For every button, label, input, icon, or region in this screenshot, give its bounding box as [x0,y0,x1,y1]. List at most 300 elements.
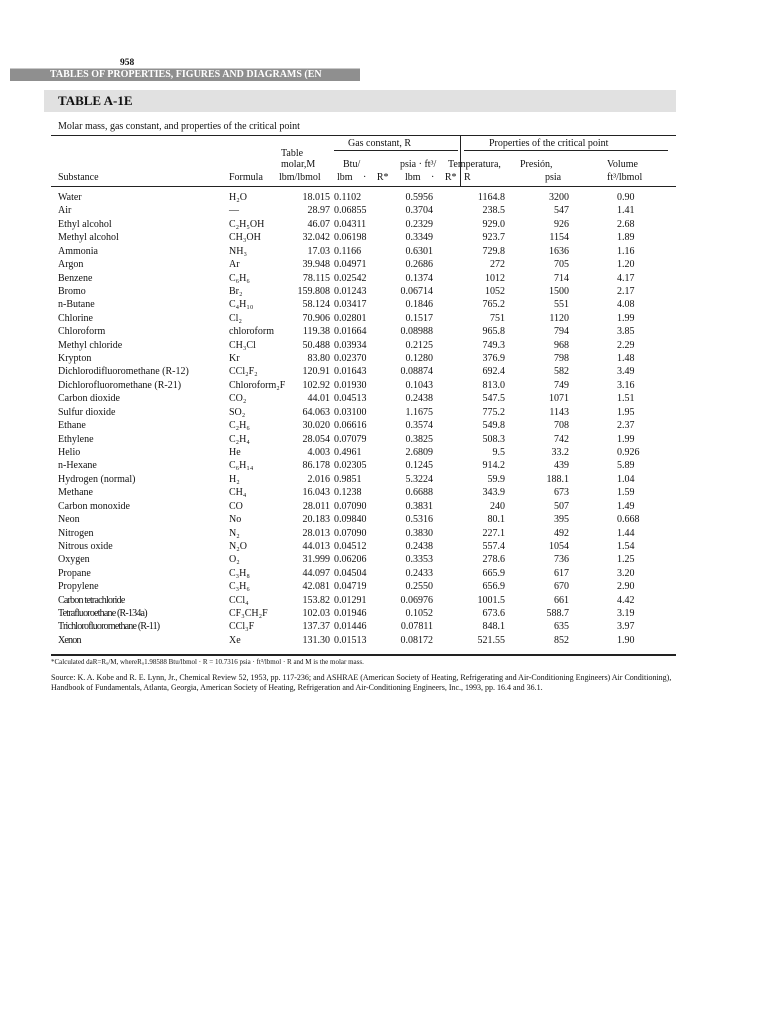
table-row [0,595,768,608]
critical-volume-cell: 0.90 [617,192,635,203]
header-gas-constant: Gas constant, R [348,138,412,149]
molar-mass-cell: 42.081 [302,581,330,593]
table-row [0,541,768,554]
critical-volume-cell: 1.41 [617,205,635,217]
table-row [0,273,768,286]
critical-volume-cell: 3.97 [617,621,635,633]
critical-temperature-cell: 227.1 [482,527,505,539]
molar-mass-cell: 2.016 [307,473,330,485]
critical-temperature-cell: 508.3 [482,433,505,445]
table-row [0,286,768,299]
gas-constant-btu-cell: 0.06198 [334,232,367,244]
critical-pressure-cell: 492 [554,527,569,539]
running-head-bar [10,68,360,81]
substance-cell: Carbon monoxide [58,500,130,512]
critical-pressure-cell: 3200 [549,192,569,203]
substance-cell: n-Butane [58,299,95,311]
gas-constant-psia-cell: 0.2125 [405,339,433,351]
molar-mass-cell: 159.808 [297,285,330,297]
gas-constant-btu-cell: 0.9851 [334,473,362,485]
formula-cell: Ar [229,259,240,271]
critical-temperature-cell: 9.5 [492,446,505,458]
table-row [0,219,768,232]
formula-cell: N₂O [229,540,247,552]
table-row [0,635,768,648]
critical-temperature-cell: 656.9 [482,581,505,593]
table-row [0,501,768,514]
critical-temperature-cell: 343.9 [482,487,505,499]
critical-pressure-cell: 742 [554,433,569,445]
critical-temperature-cell: 923.7 [482,232,505,244]
table-row [0,460,768,473]
molar-mass-cell: 32.042 [302,232,330,244]
header-molar-line1: Table [281,148,304,159]
formula-cell: No [229,514,242,526]
table-top-rule [51,135,676,136]
formula-cell: He [229,446,241,458]
gas-constant-btu-cell: 0.1166 [334,245,362,257]
critical-pressure-cell: 439 [554,460,569,472]
formula-cell: C₆H₆ [229,272,250,284]
molar-mass-cell: 64.063 [302,406,330,418]
formula-cell: CF₃CH₂F [229,608,268,620]
gas-constant-psia-cell: 0.6688 [405,487,433,499]
gas-constant-btu-cell: 0.01513 [334,634,367,646]
formula-cell: NH₃ [229,245,247,257]
critical-volume-cell: 1.04 [617,473,635,485]
critical-pressure-cell: 798 [554,353,569,365]
critical-pressure-cell: 582 [554,366,569,378]
gas-constant-btu-cell: 0.01664 [334,326,367,338]
formula-cell: CCl₄ [229,594,249,606]
gas-constant-psia-cell: 0.1280 [405,353,433,365]
formula-cell: C₃H₆ [229,581,250,593]
gas-constant-btu-cell: 0.01243 [334,285,367,297]
gas-constant-btu-cell: 0.02542 [334,272,367,284]
substance-cell: Methyl alcohol [58,232,119,244]
formula-cell: CH₃Cl [229,339,256,351]
footnote: *Calculated daR=Rᵤ/M, whereRᵤ1.98588 Btu/lbmol · R = 10.7316 psia · ft³/lbmol · R and M is the molar mass. [51,658,364,666]
critical-pressure-cell: 1120 [549,312,569,324]
formula-cell: Cl₂ [229,312,242,324]
critical-temperature-cell: 848.1 [482,621,505,633]
header-substance: Substance [58,172,99,183]
header-vol-line1: Volume [607,159,638,170]
substance-cell: Oxygen [58,554,90,566]
critical-temperature-cell: 692.4 [482,366,505,378]
gas-constant-btu-cell: 0.03100 [334,406,367,418]
formula-cell: CH₃OH [229,232,261,244]
molar-mass-cell: 31.999 [302,554,330,566]
critical-pressure-cell: 507 [554,500,569,512]
critical-temperature-cell: 1052 [485,285,505,297]
critical-temperature-cell: 673.6 [482,608,505,620]
gas-constant-btu-cell: 0.06855 [334,205,367,217]
substance-cell: Benzene [58,272,93,284]
gas-constant-psia-cell: 0.3825 [405,433,433,445]
formula-cell: O₂ [229,554,240,566]
header-temp-line2: R [464,172,471,183]
critical-pressure-cell: 33.2 [551,446,569,458]
gas-constant-psia-cell: 0.3349 [405,232,433,244]
critical-temperature-cell: 929.0 [482,218,505,230]
substance-cell: Hydrogen (normal) [58,473,136,485]
gas-constant-btu-cell: 0.04719 [334,581,367,593]
gas-constant-btu-cell: 0.04311 [334,218,367,230]
gas-constant-psia-cell: 0.5956 [405,192,433,203]
table-row [0,568,768,581]
table-row [0,353,768,366]
gas-constant-btu-cell: 0.02370 [334,353,367,365]
gas-constant-psia-cell: 0.6301 [405,245,433,257]
critical-pressure-cell: 395 [554,514,569,526]
critical-pressure-cell: 670 [554,581,569,593]
critical-temperature-cell: 775.2 [482,406,505,418]
gas-constant-psia-cell: 0.07811 [400,621,433,633]
table-title: TABLE A-1E [58,93,133,108]
critical-volume-cell: 1.16 [617,245,635,257]
gas-constant-psia-cell: 0.2550 [405,581,433,593]
substance-cell: Ethane [58,420,86,432]
gas-constant-rule [334,150,458,151]
header-psia-line2: lbm · R* [405,172,457,183]
header-bottom-rule [51,186,676,187]
critical-temperature-cell: 729.8 [482,245,505,257]
gas-constant-psia-cell: 0.06976 [400,594,433,606]
critical-temperature-cell: 238.5 [482,205,505,217]
critical-temperature-cell: 1164.8 [477,192,505,203]
header-molar-line3: lbm/lbmol [279,172,321,183]
table-row [0,420,768,433]
critical-pressure-cell: 635 [554,621,569,633]
critical-pressure-cell: 1071 [549,393,569,405]
critical-pressure-cell: 852 [554,634,569,646]
table-row [0,259,768,272]
formula-cell: Br₂ [229,285,243,297]
gas-constant-btu-cell: 0.01946 [334,608,367,620]
molar-mass-cell: 70.906 [302,312,330,324]
header-formula: Formula [229,172,263,183]
formula-cell: Xe [229,634,241,646]
substance-cell: Chlorine [58,312,93,324]
formula-cell: chloroform [229,326,274,338]
critical-pressure-cell: 1143 [549,406,569,418]
molar-mass-cell: 18.015 [302,192,330,203]
critical-pressure-cell: 547 [554,205,569,217]
critical-volume-cell: 1.59 [617,487,635,499]
header-psia-line1: psia · ft³/ [400,159,437,170]
substance-cell: Chloroform [58,326,106,338]
gas-constant-btu-cell: 0.04512 [334,540,367,552]
critical-pressure-cell: 926 [554,218,569,230]
formula-cell: C₂H₄ [229,433,250,445]
header-temp-line1: Temperatura, [448,159,501,170]
table-row [0,393,768,406]
gas-constant-psia-cell: 5.3224 [405,473,433,485]
molar-mass-cell: 119.38 [302,326,330,338]
critical-temperature-cell: 914.2 [482,460,505,472]
critical-temperature-cell: 1012 [485,272,505,284]
formula-cell: C₄H₁₀ [229,299,254,311]
molar-mass-cell: 17.03 [307,245,330,257]
table-title-bar [44,90,676,112]
substance-cell: Xenon [58,634,81,646]
substance-cell: Sulfur dioxide [58,406,116,418]
table-row [0,514,768,527]
formula-cell: N₂ [229,527,240,539]
gas-constant-btu-cell: 0.1102 [334,192,362,203]
table-row [0,621,768,634]
critical-pressure-cell: 708 [554,420,569,432]
running-head: TABLES OF PROPERTIES, FIGURES AND DIAGRAMS (EN [50,69,322,80]
critical-temperature-cell: 521.55 [477,634,505,646]
critical-pressure-cell: 1500 [549,285,569,297]
molar-mass-cell: 83.80 [307,353,330,365]
critical-temperature-cell: 278.6 [482,554,505,566]
gas-constant-btu-cell: 0.02305 [334,460,367,472]
critical-volume-cell: 2.68 [617,218,635,230]
molar-mass-cell: 28.97 [307,205,330,217]
table-row [0,366,768,379]
substance-cell: Ethyl alcohol [58,218,112,230]
critical-volume-cell: 1.49 [617,500,635,512]
molar-mass-cell: 20.183 [302,514,330,526]
formula-cell: SO₂ [229,406,246,418]
gas-constant-btu-cell: 0.04504 [334,567,367,579]
substance-cell: Carbon tetrachloride [58,594,125,606]
critical-volume-cell: 1.99 [617,312,635,324]
critical-volume-cell: 3.49 [617,366,635,378]
substance-cell: Methyl chloride [58,339,123,351]
formula-cell: C₂H₅OH [229,218,265,230]
critical-temperature-cell: 1001.5 [477,594,505,606]
table-row [0,487,768,500]
gas-constant-psia-cell: 0.1374 [405,272,433,284]
formula-cell: — [229,205,239,217]
table-row [0,246,768,259]
critical-pressure-cell: 794 [554,326,569,338]
critical-volume-cell: 1.25 [617,554,635,566]
critical-temperature-cell: 549.8 [482,420,505,432]
critical-volume-cell: 5.89 [617,460,635,472]
gas-constant-psia-cell: 0.3831 [405,500,433,512]
critical-volume-cell: 1.99 [617,433,635,445]
critical-volume-cell: 2.90 [617,581,635,593]
gas-constant-btu-cell: 0.06206 [334,554,367,566]
formula-cell: CO₂ [229,393,247,405]
molar-mass-cell: 86.178 [302,460,330,472]
formula-cell: H₂ [229,473,240,485]
molar-mass-cell: 28.011 [302,500,330,512]
gas-constant-psia-cell: 0.2686 [405,259,433,271]
formula-cell: C₃H₈ [229,567,250,579]
gas-constant-psia-cell: 0.5316 [405,514,433,526]
critical-volume-cell: 1.48 [617,353,635,365]
molar-mass-cell: 44.01 [307,393,330,405]
critical-volume-cell: 1.95 [617,406,635,418]
substance-cell: Krypton [58,353,92,365]
table-row [0,313,768,326]
gas-constant-btu-cell: 0.09840 [334,514,367,526]
gas-constant-btu-cell: 0.03934 [334,339,367,351]
critical-temperature-cell: 765.2 [482,299,505,311]
critical-volume-cell: 0.668 [617,514,640,526]
critical-pressure-cell: 188.1 [546,473,569,485]
table-row [0,380,768,393]
critical-pressure-cell: 588.7 [546,608,569,620]
critical-temperature-cell: 557.4 [482,540,505,552]
table-row [0,581,768,594]
header-btu-line2: lbm · R* [337,172,389,183]
formula-cell: Chloroform₂F [229,379,286,391]
critical-volume-cell: 3.85 [617,326,635,338]
molar-mass-cell: 102.92 [302,379,330,391]
molar-mass-cell: 28.013 [302,527,330,539]
gas-constant-psia-cell: 0.3830 [405,527,433,539]
table-row [0,232,768,245]
table-row [0,528,768,541]
critical-pressure-cell: 714 [554,272,569,284]
formula-cell: CCl₃F [229,621,255,633]
gas-constant-psia-cell: 0.1043 [405,379,433,391]
header-pres-line2: psia [545,172,562,183]
critical-temperature-cell: 665.9 [482,567,505,579]
molar-mass-cell: 44.097 [302,567,330,579]
molar-mass-cell: 78.115 [302,272,330,284]
table-row [0,447,768,460]
gas-constant-btu-cell: 0.01930 [334,379,367,391]
molar-mass-cell: 153.82 [302,594,330,606]
table-row [0,326,768,339]
substance-cell: Dichlorofluoromethane (R-21) [58,379,182,391]
gas-constant-psia-cell: 0.08988 [400,326,433,338]
critical-pressure-cell: 736 [554,554,569,566]
critical-volume-cell: 2.29 [617,339,635,351]
substance-cell: Bromo [58,285,86,297]
table-row [0,554,768,567]
gas-constant-btu-cell: 0.03417 [334,299,367,311]
substance-cell: Ethylene [58,433,94,445]
page-number: 958 [120,58,135,68]
critical-pressure-cell: 1054 [549,540,569,552]
gas-constant-psia-cell: 0.3353 [405,554,433,566]
critical-temperature-cell: 749.3 [482,339,505,351]
substance-cell: Tetrafluoroethane (R-134a) [58,608,147,620]
formula-cell: H₂O [229,192,247,203]
critical-pressure-cell: 1154 [549,232,569,244]
gas-constant-btu-cell: 0.4961 [334,446,362,458]
molar-mass-cell: 50.488 [302,339,330,351]
gas-constant-psia-cell: 0.3704 [405,205,433,217]
critical-volume-cell: 2.17 [617,285,635,297]
molar-mass-cell: 30.020 [302,420,330,432]
gas-constant-psia-cell: 0.1846 [405,299,433,311]
substance-cell: Methane [58,487,93,499]
critical-volume-cell: 1.90 [617,634,635,646]
critical-volume-cell: 4.42 [617,594,635,606]
substance-cell: Propylene [58,581,99,593]
table-bottom-rule [51,654,676,656]
substance-cell: Air [58,205,72,217]
molar-mass-cell: 4.003 [307,446,330,458]
gas-constant-btu-cell: 0.04513 [334,393,367,405]
molar-mass-cell: 46.07 [307,218,330,230]
substance-cell: Helio [58,446,81,458]
gas-constant-btu-cell: 0.01643 [334,366,367,378]
critical-volume-cell: 4.08 [617,299,635,311]
molar-mass-cell: 44.013 [302,540,330,552]
header-molar-line2: molar,M [281,159,316,170]
formula-cell: C₆H₁₄ [229,460,254,472]
table-row [0,340,768,353]
molar-mass-cell: 120.91 [302,366,330,378]
critical-pressure-cell: 968 [554,339,569,351]
gas-constant-psia-cell: 0.2433 [405,567,433,579]
gas-constant-psia-cell: 0.3574 [405,420,433,432]
gas-constant-btu-cell: 0.07079 [334,433,367,445]
molar-mass-cell: 28.054 [302,433,330,445]
table-row [0,407,768,420]
critical-pressure-cell: 749 [554,379,569,391]
gas-constant-psia-cell: 1.1675 [405,406,433,418]
critical-pressure-cell: 617 [554,567,569,579]
molar-mass-cell: 131.30 [302,634,330,646]
substance-cell: n-Hexane [58,460,97,472]
substance-cell: Carbon dioxide [58,393,120,405]
gas-constant-psia-cell: 0.2329 [405,218,433,230]
formula-cell: Kr [229,353,240,365]
gas-constant-psia-cell: 0.06714 [400,285,433,297]
table-row [0,434,768,447]
substance-cell: Nitrous oxide [58,540,113,552]
critical-volume-cell: 3.20 [617,567,635,579]
gas-constant-psia-cell: 0.08172 [400,634,433,646]
gas-constant-psia-cell: 0.2438 [405,540,433,552]
critical-volume-cell: 1.54 [617,540,635,552]
critical-volume-cell: 1.20 [617,259,635,271]
table-row [0,192,768,205]
header-critical-point: Properties of the critical point [489,138,609,149]
substance-cell: Water [58,192,82,203]
molar-mass-cell: 137.37 [302,621,330,633]
molar-mass-cell: 102.03 [302,608,330,620]
gas-constant-psia-cell: 0.1052 [405,608,433,620]
critical-temperature-cell: 813.0 [482,379,505,391]
critical-temperature-cell: 240 [490,500,505,512]
critical-temperature-cell: 80.1 [487,514,505,526]
formula-cell: C₂H₆ [229,420,250,432]
gas-constant-psia-cell: 0.08874 [400,366,433,378]
header-btu-line1: Btu/ [343,159,361,170]
substance-cell: Neon [58,514,80,526]
gas-constant-btu-cell: 0.04971 [334,259,367,271]
substance-cell: Trichlorofluoromethane (R-11) [58,621,160,633]
substance-cell: Ammonia [58,245,98,257]
formula-cell: CH₄ [229,487,247,499]
gas-constant-btu-cell: 0.1238 [334,487,362,499]
header-pres-line1: Presión, [520,159,553,170]
molar-mass-cell: 39.948 [302,259,330,271]
critical-temperature-cell: 547.5 [482,393,505,405]
substance-cell: Argon [58,259,84,271]
critical-volume-cell: 0.926 [617,446,640,458]
table-row [0,299,768,312]
critical-volume-cell: 1.51 [617,393,635,405]
gas-constant-psia-cell: 0.2438 [405,393,433,405]
formula-cell: CCl₂F₂ [229,366,258,378]
critical-temperature-cell: 376.9 [482,353,505,365]
critical-temperature-cell: 751 [490,312,505,324]
